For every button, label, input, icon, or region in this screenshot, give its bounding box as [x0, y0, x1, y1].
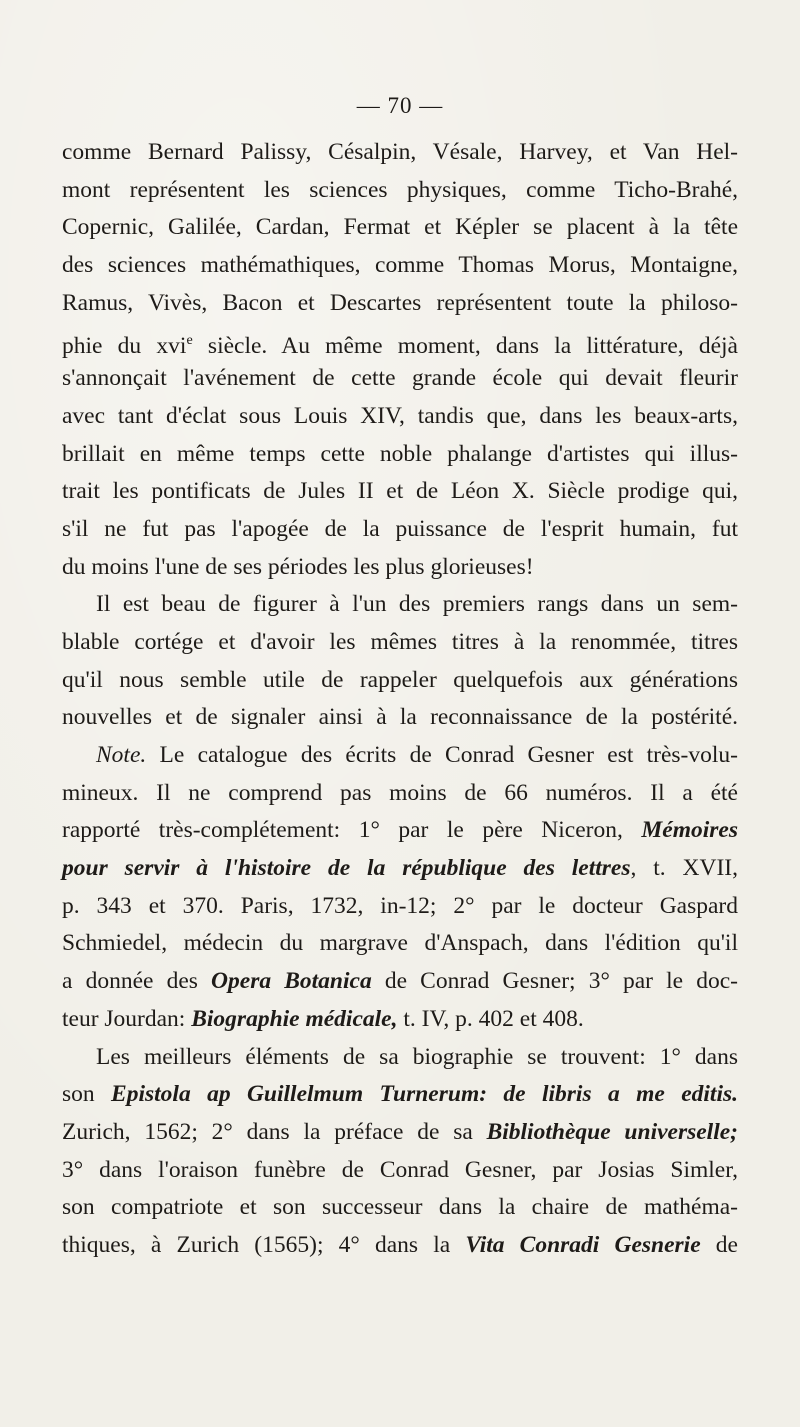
book-title: Bibliothèque universelle; [486, 1118, 738, 1145]
text-line: comme Bernard Palissy, Césalpin, Vésale, Harvey, et Van Hel- [62, 139, 738, 165]
text-line: pour servir à l'histoire de la république des lettres, t. XVII, [62, 855, 738, 882]
body-text [62, 134, 738, 1265]
text-line: son compatriote et son successeur dans la chaire de mathéma- [62, 1194, 738, 1221]
book-title: Mémoires [641, 817, 738, 844]
text-line: trait les pontificats de Jules II et de Léon X. Siècle prodige qui, [62, 478, 738, 505]
text-line: thiques, à Zurich (1565); 4° dans la Vita Conradi Gesnerie de [62, 1231, 738, 1258]
superscript: e [186, 332, 193, 349]
text-line: rapporté très-complétement: 1° par le père Niceron, Mémoires [62, 817, 738, 844]
text-line: s'il ne fut pas l'apogée de la puissance de l'esprit humain, fut [62, 515, 738, 542]
text-line: a donnée des Opera Botanica de Conrad Gesner; 3° par le doc- [62, 968, 739, 995]
book-title: pour servir à l'histoire de la république des lettres [62, 855, 631, 882]
text-line: Il est beau de figurer à l'un des premiers rangs dans un sem- [96, 591, 738, 618]
book-title: Opera Botanica [211, 968, 372, 995]
text-line: mont représentent les sciences physiques, comme Ticho-Brahé, [62, 176, 738, 203]
note-label: Note. [96, 742, 147, 768]
text-line: teur Jourdan: Biographie médicale, t. IV, p. 402 et 408. [62, 1005, 584, 1032]
text-line: s'annonçait l'avénement de cette grande école qui devait fleurir [62, 365, 738, 392]
text-line: Copernic, Galilée, Cardan, Fermat et Képler se placent à la tête [62, 214, 738, 241]
note-line: Note. Le catalogue des écrits de Conrad Gesner est très-volu- [96, 742, 738, 768]
text-line: son Epistola ap Guillelmum Turnerum: de libris a me editis. [62, 1081, 738, 1108]
text-line: du moins l'une de ses périodes les plus glorieuses! [62, 553, 534, 580]
text-line: Ramus, Vivès, Bacon et Descartes représentent toute la philoso- [62, 289, 738, 316]
book-title: Vita Conradi Gesnerie [465, 1231, 701, 1258]
page-number: — 70 — [356, 93, 444, 118]
text-line: avec tant d'éclat sous Louis XIV, tandis que, dans les beaux-arts, [62, 402, 738, 429]
book-title: Epistola ap Guillelmum Turnerum: de libris a me editis. [111, 1081, 738, 1108]
text-line: 3° dans l'oraison funèbre de Conrad Gesner, par Josias Simler, [62, 1156, 738, 1183]
text-line: blable cortége et d'avoir les mêmes titres à la renommée, titres [62, 628, 738, 655]
text-line: nouvelles et de signaler ainsi à la reconnaissance de la postérité. [62, 704, 738, 731]
book-title: Biographie médicale, [191, 1005, 398, 1032]
text-line: brillait en même temps cette noble phalange d'artistes qui illus- [62, 440, 738, 467]
text-line: phie du xvi$^e$ siècle. Au même moment, dans la littérature, déjà [62, 332, 738, 360]
text-line: Zurich, 1562; 2° dans la préface de sa Bibliothèque universelle; [62, 1118, 738, 1145]
text-line: des sciences mathémathiques, comme Thomas Morus, Montaigne, [62, 252, 738, 279]
text-line: p. 343 et 370. Paris, 1732, in-12; 2° par le docteur Gaspard [62, 892, 738, 919]
text-line: Les meilleurs éléments de sa biographie se trouvent: 1° dans [96, 1043, 738, 1070]
text-line: mineux. Il ne comprend pas moins de 66 numéros. Il a été [62, 779, 738, 806]
text-line: Schmiedel, médecin du margrave d'Anspach, dans l'édition qu'il [62, 930, 738, 957]
text-line: qu'il nous semble utile de rappeler quelquefois aux générations [62, 666, 738, 693]
